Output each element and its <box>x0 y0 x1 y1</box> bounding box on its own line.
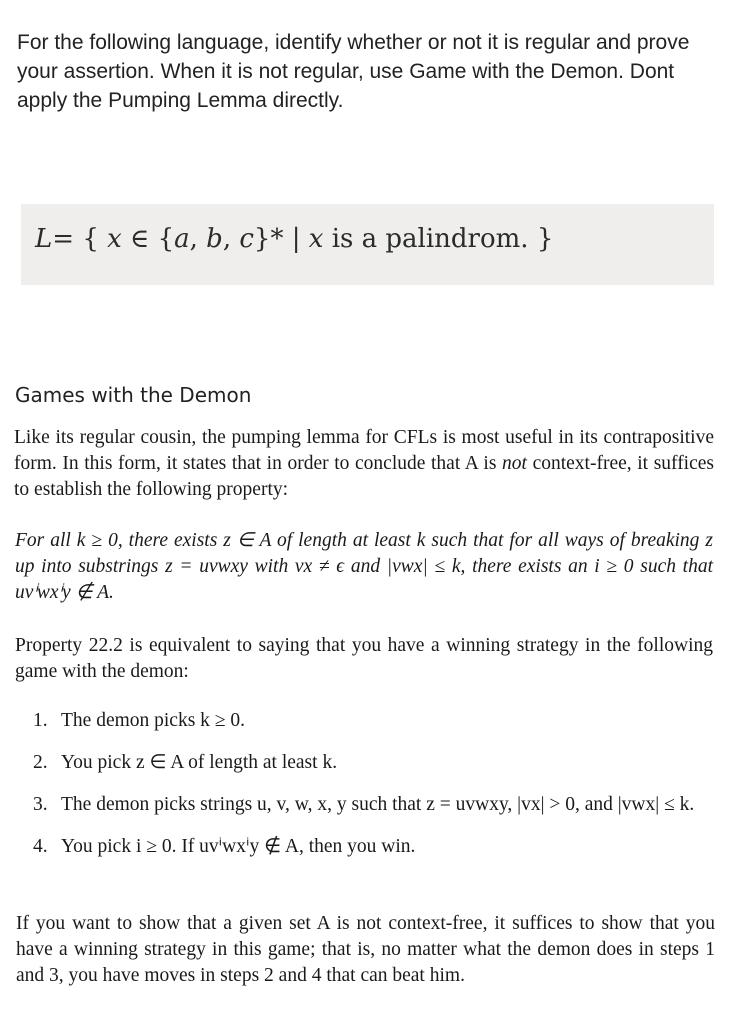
question-text: For the following language, identify whether or not it is regular and prove your assertion. When it is not regular, use Game with the Demon. Dont apply the Pumping Lemma directly. <box>17 31 690 112</box>
formula-symbol-b: b <box>206 224 223 254</box>
formula-var: x <box>308 224 324 254</box>
game-steps-list <box>33 708 718 876</box>
step-text: You pick z ∈ A of length at least k. <box>61 752 338 773</box>
intro-paragraph <box>14 425 714 503</box>
formula-comma: , <box>189 224 207 254</box>
intro-text: context-free, it suffices to establish the following property: <box>14 453 715 500</box>
language-definition <box>35 224 553 254</box>
formula-condition: is a palindrom. } <box>323 224 554 254</box>
step-number: 1. <box>33 710 48 731</box>
property-paragraph: For all k ≥ 0, there exists z ∈ A of length at least k such that for all ways of breaking z up into substrings z = uvwxy with vx ≠ ϵ and |vwx| ≤ k, there exists an i ≥ 0 such that uvⁱwxⁱy ∉ A. <box>15 530 713 603</box>
intro-text: Like its regular cousin, the pumping lemma for CFLs is most useful in its contrapositive form. In this form, it states that in order to conclude that A is <box>14 427 714 474</box>
formula-image <box>21 204 714 285</box>
list-item <box>33 834 718 860</box>
list-item <box>33 708 718 734</box>
formula-set-open: = { <box>52 224 108 254</box>
step-text: The demon picks k ≥ 0. <box>61 710 246 731</box>
list-item <box>33 750 718 776</box>
section-heading: Games with the Demon <box>15 383 252 407</box>
formula-lhs: L <box>35 224 53 254</box>
formula-member: ∈ { <box>121 224 175 254</box>
intro-emphasis: not <box>502 453 527 474</box>
step-text: You pick i ≥ 0. If uvⁱwxⁱy ∉ A, then you win. <box>61 836 416 857</box>
closing-paragraph: If you want to show that a given set A is not context-free, it suffices to show that you have a winning strategy in this game; that is, no matter what the demon does in steps 1 and 3, you have moves in steps 2 and 4 that can beat him. <box>16 913 715 986</box>
formula-star: }* | <box>253 224 309 254</box>
formula-symbol-c: c <box>239 224 254 254</box>
step-number: 3. <box>33 794 48 815</box>
list-item <box>33 792 718 818</box>
formula-symbol-a: a <box>174 224 190 254</box>
step-number: 4. <box>33 836 48 857</box>
formula-comma: , <box>222 224 240 254</box>
formula-var: x <box>107 224 122 254</box>
step-number: 2. <box>33 752 48 773</box>
equivalence-paragraph: Property 22.2 is equivalent to saying that you have a winning strategy in the following game with the demon: <box>15 635 713 682</box>
step-text: The demon picks strings u, v, w, x, y such that z = uvwxy, |vx| > 0, and |vwx| ≤ k. <box>61 794 695 815</box>
